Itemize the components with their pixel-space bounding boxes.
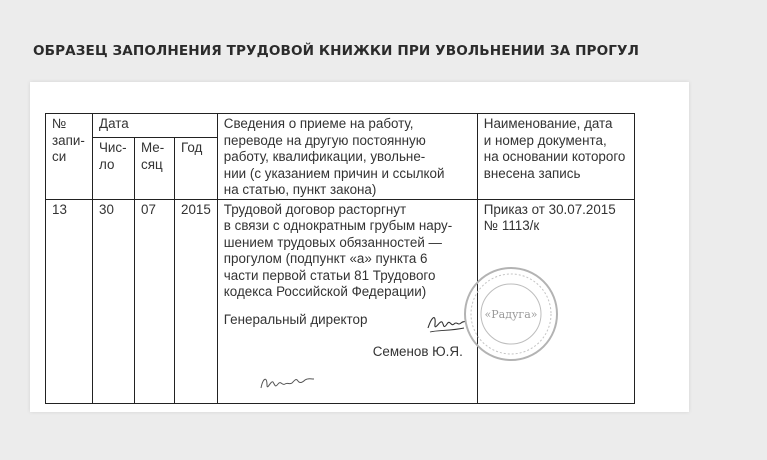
info-line: Трудовой договор расторгнут [223, 201, 407, 217]
header-year-label: Год [181, 140, 203, 156]
info-line: в связи с однократным грубым нару- [223, 218, 453, 233]
header-number-line: си [52, 149, 67, 164]
stamp-text: «Радуга» [484, 308, 538, 321]
company-stamp [462, 265, 560, 363]
cell-year: 2015 [175, 199, 218, 403]
header-day-line: ло [99, 156, 115, 172]
document-line: Приказ от 30.07.2015 [483, 201, 616, 217]
document-card [30, 82, 689, 412]
info-line: части первой статьи 81 Трудового [223, 267, 436, 283]
header-info-line: переводе на другую постоянную [223, 132, 426, 148]
signer-name: Семенов Ю.Я. [372, 343, 463, 359]
header-info-line: нии (с указанием причин и ссылкой [223, 165, 445, 181]
header-info-line: Сведения о приеме на работу, [223, 116, 414, 131]
cell-info [217, 199, 477, 403]
header-month-line: Ме- [141, 140, 165, 156]
header-document-line: и номер документа, [483, 132, 607, 148]
header-document-line: Наименование, дата [483, 116, 613, 131]
header-number-line: запи- [52, 132, 85, 148]
header-document-line: на основании которого [483, 149, 626, 164]
info-line: прогулом (подпункт «а» пункта 6 [223, 251, 428, 266]
director-position: Генеральный директор [223, 311, 368, 327]
info-line: шением трудовых обязанностей — [223, 234, 442, 250]
header-document-line: внесена запись [483, 165, 581, 181]
cell-record-number: 13 [46, 199, 93, 403]
header-day [93, 138, 135, 199]
page-title: ОБРАЗЕЦ ЗАПОЛНЕНИЯ ТРУДОВОЙ КНИЖКИ ПРИ УВОЛЬНЕНИИ ЗА ПРОГУЛ [33, 43, 640, 59]
info-line: кодекса Российской Федерации) [223, 284, 427, 299]
employee-signature [258, 370, 318, 396]
header-date-label: Дата [99, 116, 129, 131]
table-header-row [46, 114, 635, 138]
header-day-line: Чис- [99, 140, 127, 156]
header-number-line: № [52, 116, 67, 131]
cell-day: 30 [93, 199, 135, 403]
header-document [477, 114, 634, 200]
header-month-line: сяц [141, 156, 163, 172]
header-info-line: на статью, пункт закона) [223, 182, 377, 197]
header-info [217, 114, 477, 200]
header-year [175, 138, 218, 199]
header-month [135, 138, 175, 199]
header-info-line: работу, квалификации, увольне- [223, 149, 426, 164]
document-line: № 1113/к [483, 218, 540, 233]
header-date-group [93, 114, 218, 138]
header-record-number [46, 114, 93, 200]
cell-month: 07 [135, 199, 175, 403]
